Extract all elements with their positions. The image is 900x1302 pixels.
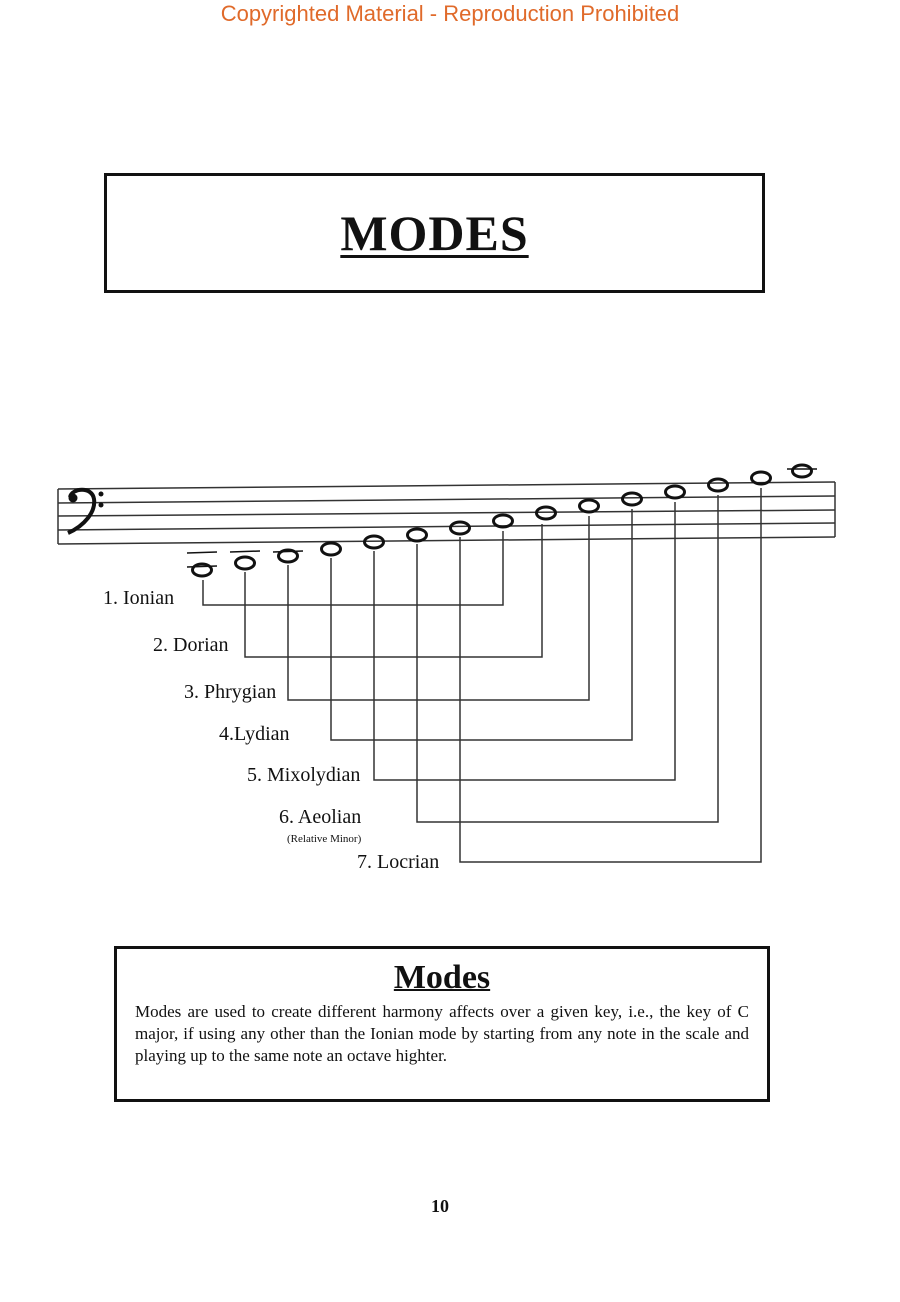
info-heading: Modes xyxy=(393,959,491,996)
relative-minor-note: (Relative Minor) xyxy=(287,833,362,845)
mode-label-ionian: 1. Ionian xyxy=(103,587,175,609)
note-8 xyxy=(494,515,513,527)
note-6 xyxy=(408,529,427,541)
modes-info-box xyxy=(114,946,770,1102)
note-1 xyxy=(187,552,217,576)
bass-clef-icon xyxy=(68,490,104,533)
page-number: 10 xyxy=(431,1196,449,1216)
note-4 xyxy=(322,543,341,555)
bracket-lydian xyxy=(331,509,632,740)
mode-label-aeolian: 6. Aeolian xyxy=(279,806,362,828)
page-title: MODES xyxy=(340,205,529,261)
note-12 xyxy=(666,486,685,498)
scale-notes xyxy=(187,465,817,576)
bracket-dorian xyxy=(245,524,542,657)
bracket-aeolian xyxy=(417,495,718,822)
mode-label-locrian: 7. Locrian xyxy=(357,851,440,873)
note-7 xyxy=(451,522,470,534)
info-body: Modes are used to create different harmony affects over a given key, i.e., the key of C major, if using any other than the Ionian mode by starting from any note in the scale and playing up to the same note an octave highter. xyxy=(135,1002,749,1065)
mode-label-phrygian: 3. Phrygian xyxy=(184,681,277,703)
mode-label-lydian: 4.Lydian xyxy=(219,723,290,745)
note-15 xyxy=(787,465,817,477)
mode-label-mixolydian: 5. Mixolydian xyxy=(247,764,361,786)
mode-label-dorian: 2. Dorian xyxy=(153,634,229,656)
note-10 xyxy=(580,500,599,512)
note-3 xyxy=(273,550,303,562)
note-5 xyxy=(365,536,384,548)
note-11 xyxy=(623,493,642,505)
bracket-mixolydian xyxy=(374,502,675,780)
bracket-locrian xyxy=(460,488,761,862)
note-2 xyxy=(230,551,260,569)
note-13 xyxy=(709,479,728,491)
copyright-watermark: Copyrighted Material - Reproduction Prohibited xyxy=(220,1,680,26)
